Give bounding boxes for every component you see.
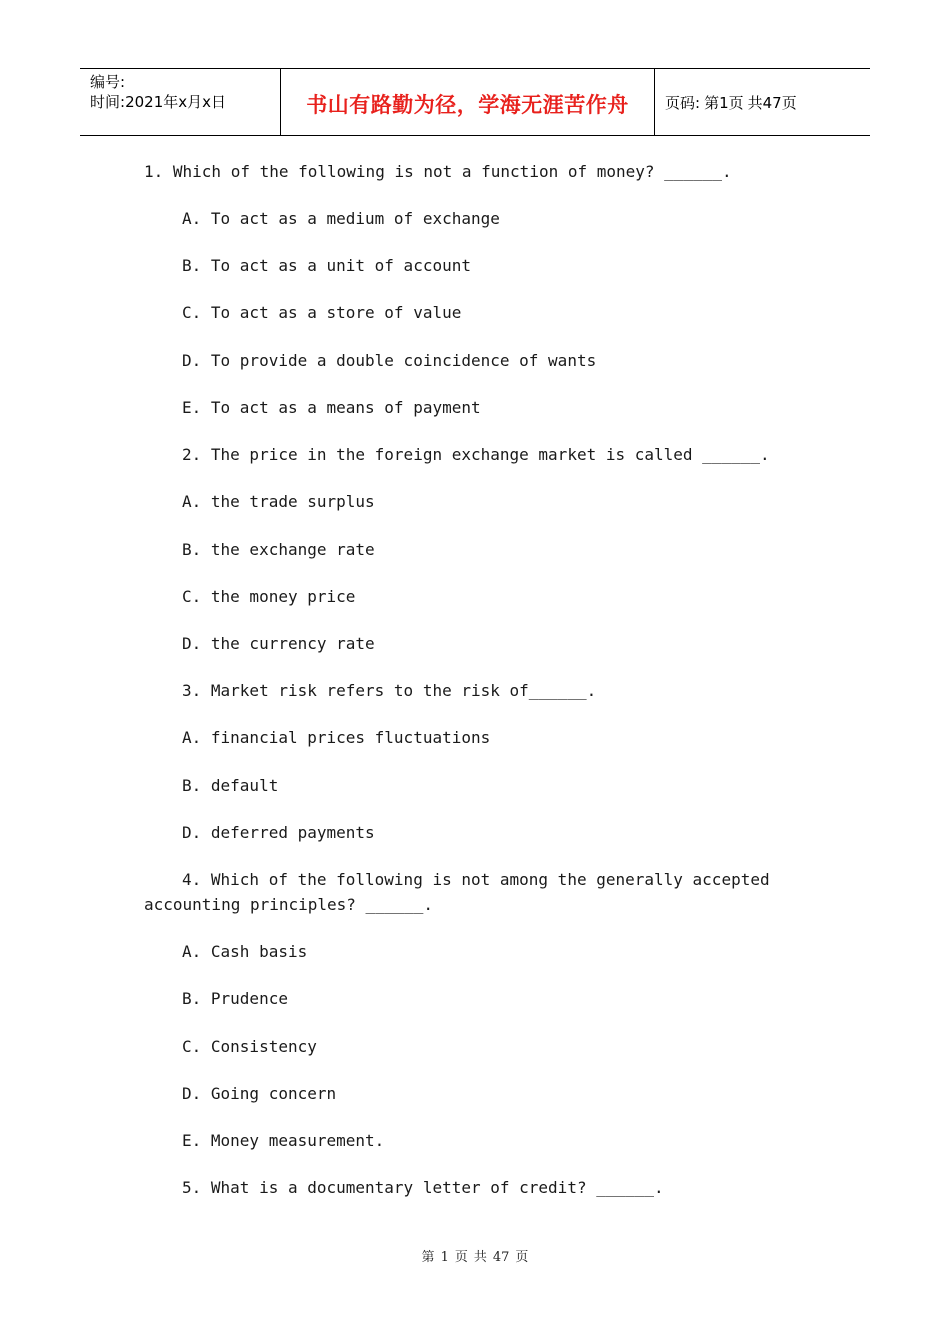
header-page-cell	[655, 69, 870, 135]
question-3-option-b: B. default	[182, 776, 279, 795]
question-2-option-b: B. the exchange rate	[182, 540, 375, 559]
question-2-option-c: C. the money price	[182, 587, 356, 606]
footer-suffix: 页	[515, 1250, 529, 1265]
footer-page-word: 页	[454, 1250, 468, 1265]
serial-label: 编号:	[90, 73, 126, 91]
question-4-option-b: B. Prudence	[182, 989, 288, 1008]
motto: 书山有路勤为径，学海无涯苦作舟	[306, 93, 629, 117]
page-label: 页码:	[665, 93, 701, 112]
footer-total-prefix: 共	[473, 1250, 487, 1265]
time-label: 时间:	[90, 93, 126, 111]
time-value: 2021年x月x日	[125, 93, 226, 111]
page-total: 共47页	[747, 93, 797, 112]
question-1-option-b: B. To act as a unit of account	[182, 256, 471, 275]
header-meta-cell	[80, 69, 281, 135]
question-4-option-e: E. Money measurement.	[182, 1131, 385, 1150]
footer-total-pages: 47	[492, 1250, 510, 1265]
time-row	[90, 92, 280, 112]
question-3-stem: 3. Market risk refers to the risk of______.	[182, 681, 597, 700]
question-4-option-c: C. Consistency	[182, 1037, 317, 1056]
question-1-option-d: D. To provide a double coincidence of wants	[182, 351, 597, 370]
header-motto-cell	[281, 69, 655, 135]
question-2-option-d: D. the currency rate	[182, 634, 375, 653]
question-1-option-e: E. To act as a means of payment	[182, 398, 481, 417]
page-current: 第1页	[704, 93, 744, 112]
question-3-option-a: A. financial prices fluctuations	[182, 728, 491, 747]
footer-page-number: 1	[440, 1250, 449, 1265]
question-4-option-d: D. Going concern	[182, 1084, 337, 1103]
question-5-stem: 5. What is a documentary letter of credit? ______.	[182, 1178, 664, 1197]
question-4-option-a: A. Cash basis	[182, 942, 308, 961]
question-4-stem: 4. Which of the following is not among the generally accepted	[182, 870, 770, 889]
page-header	[80, 68, 870, 136]
question-3-option-d: D. deferred payments	[182, 823, 375, 842]
question-4-stem-continued: accounting principles? ______.	[144, 895, 433, 914]
page-footer	[0, 1246, 950, 1265]
question-2-option-a: A. the trade surplus	[182, 492, 375, 511]
footer-prefix: 第	[421, 1250, 435, 1265]
question-2-stem: 2. The price in the foreign exchange market is called ______.	[182, 445, 770, 464]
question-1-option-a: A. To act as a medium of exchange	[182, 209, 500, 228]
question-1-option-c: C. To act as a store of value	[182, 303, 462, 322]
question-1-stem: 1. Which of the following is not a function of money? ______.	[144, 162, 732, 181]
